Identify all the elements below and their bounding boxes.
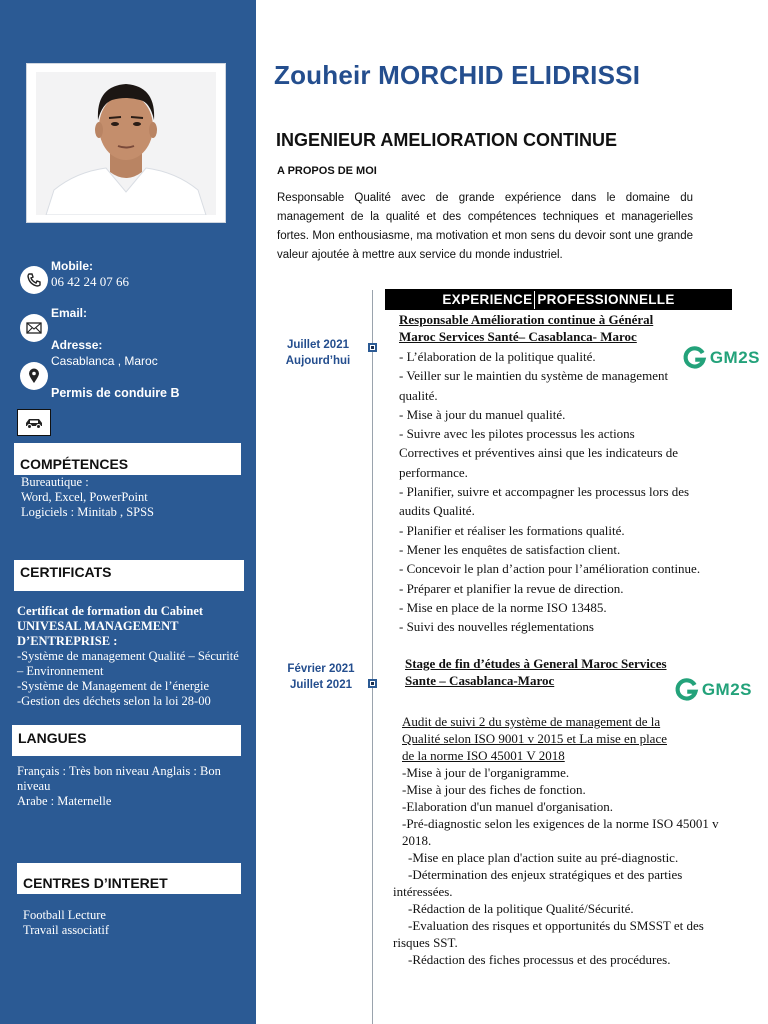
- job2-date-end: Juillet 2021: [289, 679, 352, 691]
- task-item: - Suivre avec les pilotes processus les actions: [399, 426, 635, 442]
- address-value: Casablanca , Maroc: [51, 354, 158, 368]
- task-item: - Mise en place de la norme ISO 13485.: [399, 599, 607, 615]
- task-item: -Rédaction des fiches processus et des procédures.: [408, 952, 671, 967]
- certificat-line: -Système de management Qualité – Sécurité – Environnement: [17, 649, 239, 678]
- about-heading: A PROPOS DE MOI: [277, 165, 377, 177]
- logo-text: GM2S: [701, 680, 752, 699]
- gm2s-logo: [674, 673, 752, 707]
- task-item: -Mise à jour des fiches de fonction.: [402, 782, 586, 797]
- email-label: Email:: [51, 306, 88, 320]
- task-item: -Mise à jour de l'organigramme.: [402, 765, 570, 780]
- competences-heading: COMPÉTENCES: [14, 443, 241, 475]
- task-item: -Evaluation des risques et opportunités du SMSST et des risques SST.: [393, 918, 704, 950]
- job1-date-end: Aujourd’hui: [285, 355, 351, 367]
- driving-license: Permis de conduire B: [51, 386, 180, 400]
- experience-banner-left: EXPERIENCE: [442, 292, 533, 307]
- certificats-block: [17, 604, 247, 709]
- job2-heading-line: Sante – Casablanca-Maroc: [405, 673, 555, 688]
- task-item: qualité.: [399, 387, 438, 403]
- task-item: -Elaboration d'un manuel d'organisation.: [402, 799, 613, 814]
- certificat-title: Certificat de formation du Cabinet UNIVESAL MANAGEMENT D’ENTREPRISE :: [17, 604, 204, 648]
- job1-date-start: Juillet 2021: [286, 339, 349, 351]
- langues-line: Français : Très bon niveau Anglais : Bon niveau: [17, 764, 221, 793]
- banner-divider: [534, 291, 535, 309]
- interets-line: Football Lecture: [23, 908, 106, 922]
- task-item: Correctives et préventives ainsi que les indicateurs de: [399, 445, 679, 461]
- phone-icon: [20, 266, 48, 294]
- timeline-marker: [368, 343, 377, 352]
- interets-heading: CENTRES D’INTERET: [17, 863, 241, 894]
- profile-photo: [26, 63, 226, 223]
- certificats-heading: CERTIFICATS: [14, 560, 244, 591]
- task-item: - L’élaboration de la politique qualité.: [399, 349, 596, 364]
- competences-line: Bureautique :: [21, 475, 89, 489]
- mobile-value: 06 42 24 07 66: [51, 274, 129, 289]
- task-item: - Planifier et réaliser les formations qualité.: [399, 522, 625, 538]
- task-item: performance.: [399, 464, 468, 480]
- job2-dates: [276, 661, 366, 693]
- task-item: -Pré-diagnostic selon les exigences de la norme ISO 45001 v 2018.: [402, 816, 719, 848]
- interets-line: Travail associatif: [23, 923, 109, 937]
- task-item: - Concevoir le plan d’action pour l’amélioration continue.: [399, 561, 701, 577]
- job1-heading-line: Responsable Amélioration continue à Général: [399, 312, 654, 327]
- task-item: - Veiller sur le maintien du système de management: [399, 368, 669, 384]
- job1-heading-line: Maroc Services Santé– Casablanca- Maroc: [399, 329, 637, 344]
- task-item: -Mise en place plan d'action suite au pré-diagnostic.: [408, 850, 679, 865]
- audit-line: de la norme ISO 45001 V 2018: [402, 748, 565, 763]
- address-label: Adresse:: [51, 338, 103, 352]
- job2-tasks: [393, 713, 743, 968]
- job2-heading: [405, 655, 667, 689]
- langues-line: Arabe : Maternelle: [17, 794, 112, 808]
- mobile-label: Mobile:: [51, 259, 93, 273]
- task-item: -Rédaction de la politique Qualité/Sécurité.: [408, 901, 634, 916]
- competences-line: Word, Excel, PowerPoint: [21, 490, 148, 504]
- task-item: - Planifier, suivre et accompagner les processus lors des: [399, 484, 690, 500]
- envelope-icon: [20, 314, 48, 342]
- task-item: - Mise à jour du manuel qualité.: [399, 406, 566, 422]
- experience-banner-right: PROFESSIONNELLE: [537, 292, 675, 307]
- task-item: - Suivi des nouvelles réglementations: [399, 619, 594, 635]
- interets-block: [23, 908, 109, 938]
- sidebar: [0, 0, 256, 1024]
- about-text: Responsable Qualité avec de grande expérience dans le domaine du management de la qualité et des compétences techniques et managerielles fortes. Mon enthousiasme, ma motivation et mon sens du devoir sont une grande valeur ajoutée à mettre aux service du monde industriel.: [277, 192, 693, 261]
- location-pin-icon: [20, 362, 48, 390]
- job2-heading-line: Stage de fin d’études à General Maroc Services: [405, 656, 667, 671]
- job2-date-start: Février 2021: [287, 663, 355, 675]
- certificat-line: -Système de Management de l’énergie: [17, 679, 210, 693]
- job1-heading: [399, 311, 653, 345]
- logo-text: GM2S: [709, 348, 760, 367]
- langues-heading: LANGUES: [12, 725, 241, 756]
- candidate-name: Zouheir MORCHID ELIDRISSI: [274, 60, 641, 90]
- task-item: - Mener les enquêtes de satisfaction client.: [399, 541, 621, 557]
- job1-tasks: [399, 347, 761, 636]
- competences-list: [21, 475, 154, 520]
- competences-line: Logiciels : Minitab , SPSS: [21, 505, 155, 519]
- portrait-image: [36, 72, 216, 215]
- job1-dates: [273, 337, 363, 369]
- certificat-line: -Gestion des déchets selon la loi 28-00: [17, 694, 211, 708]
- experience-banner: [385, 289, 732, 310]
- timeline-line: [372, 290, 373, 1024]
- audit-line: Audit de suivi 2 du système de management de la: [402, 714, 661, 729]
- job-title: INGENIEUR AMELIORATION CONTINUE: [276, 130, 617, 150]
- task-item: audits Qualité.: [399, 503, 475, 519]
- task-item: -Détermination des enjeux stratégiques et des parties intéressées.: [393, 867, 683, 899]
- car-icon: [17, 409, 51, 436]
- timeline-marker: [368, 679, 377, 688]
- langues-block: [17, 764, 232, 809]
- task-item: - Préparer et planifier la revue de direction.: [399, 580, 624, 596]
- audit-line: Qualité selon ISO 9001 v 2015 et La mise en place: [402, 731, 667, 746]
